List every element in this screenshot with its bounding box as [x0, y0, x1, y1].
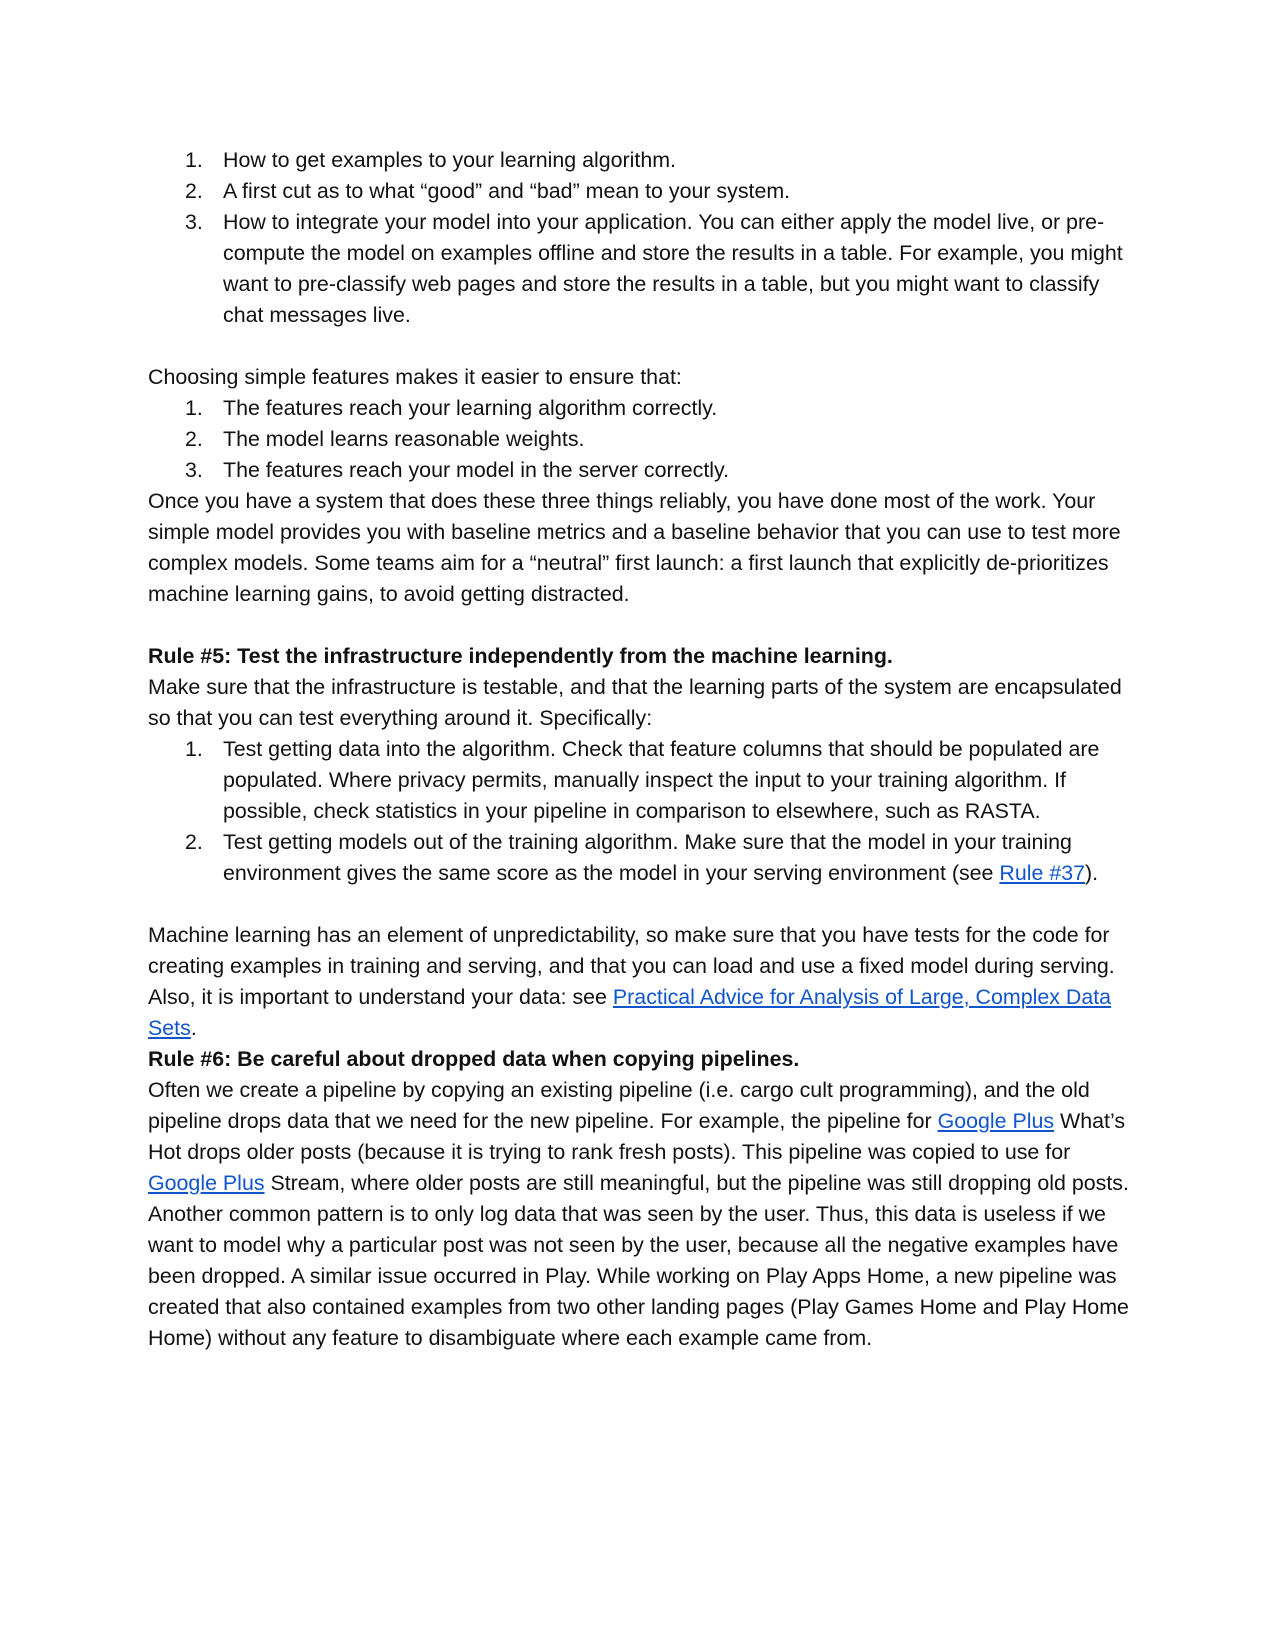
paragraph-text: Often we create a pipeline by copying an existing pipeline (i.e. cargo cult programming), and the old pipeline drops data that we need for the new pipeline. For example, the pipeline for — [148, 1078, 1090, 1133]
spacer — [148, 610, 1130, 641]
list-number: 1. — [185, 148, 203, 172]
list-number: 2. — [185, 179, 203, 203]
list-item — [148, 455, 1130, 486]
list-item — [148, 424, 1130, 455]
document-body — [148, 145, 1130, 1354]
list-item-text: The features reach your model in the server correctly. — [223, 458, 730, 482]
simple-features-list — [148, 393, 1130, 486]
simple-features-intro: Choosing simple features makes it easier to ensure that: — [148, 365, 682, 389]
list-number: 1. — [185, 396, 203, 420]
list-number: 3. — [185, 458, 203, 482]
rule-6-paragraph — [148, 1075, 1130, 1354]
list-item — [148, 207, 1130, 331]
list-item-text: Test getting data into the algorithm. Check that feature columns that should be populated are populated. Where privacy permits, manually inspect the input to your training algorithm. If possible, check statistics in your pipeline in comparison to elsewhere, such as RASTA. — [223, 737, 1100, 823]
list-item-text: The model learns reasonable weights. — [223, 427, 585, 451]
rule-5-intro: Make sure that the infrastructure is testable, and that the learning parts of the system are encapsulated so that you can test everything around it. Specifically: — [148, 675, 1122, 730]
list-item-text: Test getting models out of the training algorithm. Make sure that the model in your training environment gives the same score as the model in your serving environment (see — [223, 830, 1072, 885]
paragraph-text: Machine learning has an element of unpredictability, so make sure that you have tests for the code for creating examples in training and serving, and that you can load and use a fixed model during serving. Also, it is important to understand your data: see — [148, 923, 1115, 1009]
list-number: 1. — [185, 737, 203, 761]
list-number: 3. — [185, 210, 203, 234]
paragraph-text: What’s Hot drops older posts (because it is trying to rank fresh posts). This pipeline was copied to use for — [148, 1109, 1126, 1164]
list-item-text: How to integrate your model into your application. You can either apply the model live, or pre-compute the model on examples offline and store the results in a table. For example, you might want to pre-classify web pages and store the results in a table, but you might want to classify chat messages live. — [223, 210, 1123, 327]
list-item-text-end: ). — [1085, 861, 1099, 885]
google-plus-link[interactable]: Google Plus — [148, 1171, 265, 1195]
list-number: 2. — [185, 427, 203, 451]
spacer — [148, 889, 1130, 920]
baseline-paragraph: Once you have a system that does these three things reliably, you have done most of the work. Your simple model provides you with baseline metrics and a baseline behavior that you can use to test more complex models. Some teams aim for a “neutral” first launch: a first launch that explicitly de-prioritizes machine learning gains, to avoid getting distracted. — [148, 489, 1121, 606]
rule-6-heading: Rule #6: Be careful about dropped data when copying pipelines. — [148, 1047, 800, 1071]
practical-advice-link[interactable]: Practical Advice for Analysis of Large, Complex Data Sets — [148, 985, 1112, 1040]
paragraph-text-end: . — [190, 1016, 197, 1040]
rule-37-link[interactable]: Rule #37 — [999, 861, 1086, 885]
list-item-text: A first cut as to what “good” and “bad” mean to your system. — [223, 179, 791, 203]
list-item — [148, 734, 1130, 827]
list-item-text: The features reach your learning algorithm correctly. — [223, 396, 718, 420]
rule-5-heading: Rule #5: Test the infrastructure independently from the machine learning. — [148, 644, 893, 668]
unpredictability-paragraph — [148, 920, 1130, 1044]
list-item-text: How to get examples to your learning algorithm. — [223, 148, 676, 172]
list-item — [148, 176, 1130, 207]
paragraph-text: Stream, where older posts are still meaningful, but the pipeline was still dropping old posts. Another common pattern is to only log data that was seen by the user. Thus, this data is useless if we want to model why a particular post was not seen by the user, because all the negative examples have been dropped. A similar issue occurred in Play. While working on Play Apps Home, a new pipeline was created that also contained examples from two other landing pages (Play Games Home and Play Home Home) without any feature to disambiguate where each example came from. — [148, 1171, 1129, 1350]
spacer — [148, 331, 1130, 362]
list-number: 2. — [185, 830, 203, 854]
rule-5-list — [148, 734, 1130, 889]
list-item — [148, 827, 1130, 889]
google-plus-link[interactable]: Google Plus — [937, 1109, 1055, 1133]
list-item — [148, 145, 1130, 176]
integration-steps-list — [148, 145, 1130, 331]
list-item — [148, 393, 1130, 424]
